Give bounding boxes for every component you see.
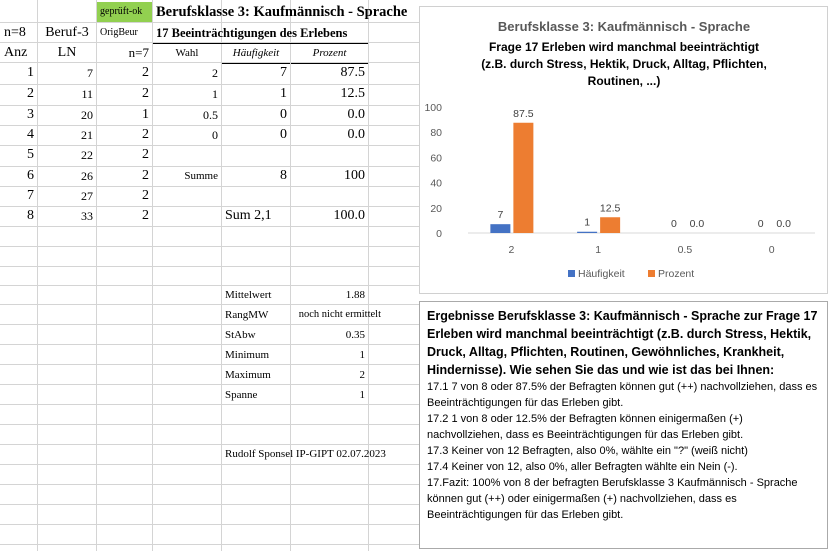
x-tick-label: 2 [508,244,515,256]
grid-line [0,464,419,465]
bar-prozent [600,217,620,233]
y-tick-label: 60 [430,152,442,165]
cell-ln[interactable]: 21 [81,128,93,142]
cell-prozent[interactable]: 0.0 [347,107,365,122]
cell-orig[interactable]: 2 [142,147,149,162]
sum21-prozent[interactable]: 100.0 [333,208,365,223]
stat-label[interactable]: Mittelwert [225,289,272,301]
cell-wahl[interactable]: 0.5 [203,108,218,122]
cell-ln[interactable]: 20 [81,108,93,122]
cell-ln[interactable]: 33 [81,209,93,223]
cell-ln[interactable]: 22 [81,148,93,162]
grid-line [0,266,419,267]
stat-label[interactable]: RangMW [225,309,269,321]
cell-orig[interactable]: 2 [142,86,149,101]
grid-line [0,424,419,425]
cell-haeufigkeit[interactable]: 7 [280,65,287,80]
sum21-label[interactable]: Sum 2,1 [225,208,272,223]
chart-subtitle-line: (z.B. durch Stress, Hektik, Druck, Alltag, Pflichten, [481,57,767,71]
n-label[interactable]: n=8 [4,25,26,40]
stat-label[interactable]: Minimum [225,349,270,361]
bar-häufigkeit [490,224,510,233]
x-tick-label: 1 [595,244,602,256]
col-ln[interactable]: LN [57,45,77,60]
cell-prozent[interactable]: 87.5 [340,65,365,80]
summe-haeufigkeit[interactable]: 8 [280,168,287,183]
stat-label[interactable]: Maximum [225,369,271,381]
bar-prozent [513,123,533,233]
grid-line [0,544,419,545]
stat-label[interactable]: StAbw [225,329,256,341]
cell-haeufigkeit[interactable]: 0 [280,127,287,142]
cell-anz[interactable]: 7 [27,188,34,203]
cell-anz[interactable]: 2 [27,86,34,101]
data-label: 12.5 [599,202,621,215]
data-label: 0.0 [776,218,791,230]
chart-title: Berufsklasse 3: Kaufmännisch - Sprache [497,19,751,34]
question-title[interactable]: 17 Beeinträchtigungen des Erlebens [153,23,368,44]
cell-ln[interactable]: 27 [81,189,93,203]
col-prozent[interactable]: Prozent [291,43,368,64]
result-line: 17.3 Keiner von 12 Befragten, also 0%, wählte ein "?" (weiß nicht) [427,445,748,457]
chart-subtitle-line: Frage 17 Erleben wird manchmal beeinträchtigt [488,40,760,54]
y-tick-label: 40 [430,177,442,190]
checked-badge[interactable]: geprüft-ok [97,2,152,22]
grid-line [368,0,369,551]
cell-anz[interactable]: 4 [27,127,34,142]
y-tick-label: 20 [430,202,442,215]
data-label: 0.0 [689,218,705,230]
y-tick-label: 80 [430,127,442,140]
bar-chart[interactable] [419,6,828,294]
data-label: 1 [584,216,591,229]
cell-orig[interactable]: 2 [142,208,149,223]
result-line: 17.4 Keiner von 12, also 0%, aller Befragten wählte ein Nein (-). [427,461,738,473]
result-line: 17.Fazit: 100% von 8 der befragten Berufsklasse 3 Kaufmännisch - Sprache können gut (++) oder einigermaßen (+) nachvollziehen, dass es Beeinträchtigungen für das Erleben gibt. [427,477,798,521]
y-tick-label: 0 [436,228,442,240]
result-line: 17.1 7 von 8 oder 87.5% der Befragten können gut (++) nachvollziehen, dass es Beeinträchtigungen für das Erleben gibt. [427,381,818,409]
results-heading: Ergebnisse Berufsklasse 3: Kaufmännisch - Sprache zur Frage 17 Erleben wird manchmal beeinträchtigt (z.B. durch Stress, Hektik, Druck, Alltag, Pflichten, Routinen, Gewöhnliches, Krankheit, Hindernisse). Wie sehen Sie das und wie ist das bei Ihnen: [427,309,818,377]
legend-label: Häufigkeit [578,268,625,280]
legend-swatch [648,270,655,277]
cell-anz[interactable]: 3 [27,107,34,122]
cell-wahl[interactable]: 1 [212,87,218,101]
chart-plot-area [424,102,815,256]
data-label: 7 [497,209,504,222]
stat-label[interactable]: Spanne [225,389,258,401]
col-n7[interactable]: n=7 [128,45,149,60]
stat-value[interactable]: 2 [359,369,365,381]
results-textbox[interactable] [419,301,828,549]
stat-value[interactable]: 0.35 [345,329,365,341]
y-tick-label: 100 [424,102,442,114]
cell-ln[interactable]: 11 [81,87,93,101]
chart-legend [568,268,694,280]
grid-line [0,504,419,505]
author-credit[interactable]: Rudolf Sponsel IP-GIPT 02.07.2023 [225,448,386,460]
cell-anz[interactable]: 6 [27,168,34,183]
orig-beur-label[interactable]: OrigBeur [100,27,138,38]
cell-prozent[interactable]: 0.0 [347,127,365,142]
cell-wahl[interactable]: 0 [212,128,218,142]
cell-orig[interactable]: 2 [142,65,149,80]
x-tick-label: 0 [768,244,775,256]
stat-value[interactable]: 1 [359,349,365,361]
cell-ln[interactable]: 7 [87,66,93,80]
stat-value[interactable]: 1 [359,389,365,401]
sheet-title[interactable]: Berufsklasse 3: Kaufmännisch - Sprache [156,4,408,20]
cell-haeufigkeit[interactable]: 1 [280,86,287,101]
col-wahl[interactable]: Wahl [175,47,199,59]
cell-anz[interactable]: 8 [27,208,34,223]
col-haeufigkeit[interactable]: Häufigkeit [222,43,290,64]
data-label: 87.5 [513,107,534,120]
cell-wahl[interactable]: 2 [212,66,218,80]
grid-line [0,246,419,247]
cell-orig[interactable]: 1 [142,107,149,122]
stat-value[interactable]: noch nicht ermittelt [298,309,381,320]
bar-häufigkeit [577,232,597,233]
cell-orig[interactable]: 2 [142,127,149,142]
cell-orig[interactable]: 2 [142,168,149,183]
grid-line [0,484,419,485]
legend-swatch [568,270,575,277]
chart-subtitle-line: Routinen, ...) [587,74,661,88]
data-label: 0 [670,218,677,230]
beruf-label[interactable]: Beruf-3 [45,25,89,40]
data-label: 0 [757,218,764,230]
cell-orig[interactable]: 2 [142,188,149,203]
cell-haeufigkeit[interactable]: 0 [280,107,287,122]
grid-line [0,524,419,525]
col-anz[interactable]: Anz [4,45,28,60]
x-tick-label: 0.5 [677,244,693,256]
cell-anz[interactable]: 1 [27,65,34,80]
cell-ln[interactable]: 26 [81,169,93,183]
chart-canvas [420,7,827,293]
cell-prozent[interactable]: 12.5 [340,86,365,101]
summe-prozent[interactable]: 100 [344,168,365,183]
stat-value[interactable]: 1.88 [345,289,365,301]
summe-label[interactable]: Summe [184,170,218,182]
cell-anz[interactable]: 5 [27,147,34,162]
grid-line [0,226,419,227]
result-line: 17.2 1 von 8 oder 12.5% der Befragten können einigermaßen (+) nachvollziehen, dass es Beeinträchtigungen für das Erleben gibt. [427,413,744,441]
legend-label: Prozent [658,268,695,280]
